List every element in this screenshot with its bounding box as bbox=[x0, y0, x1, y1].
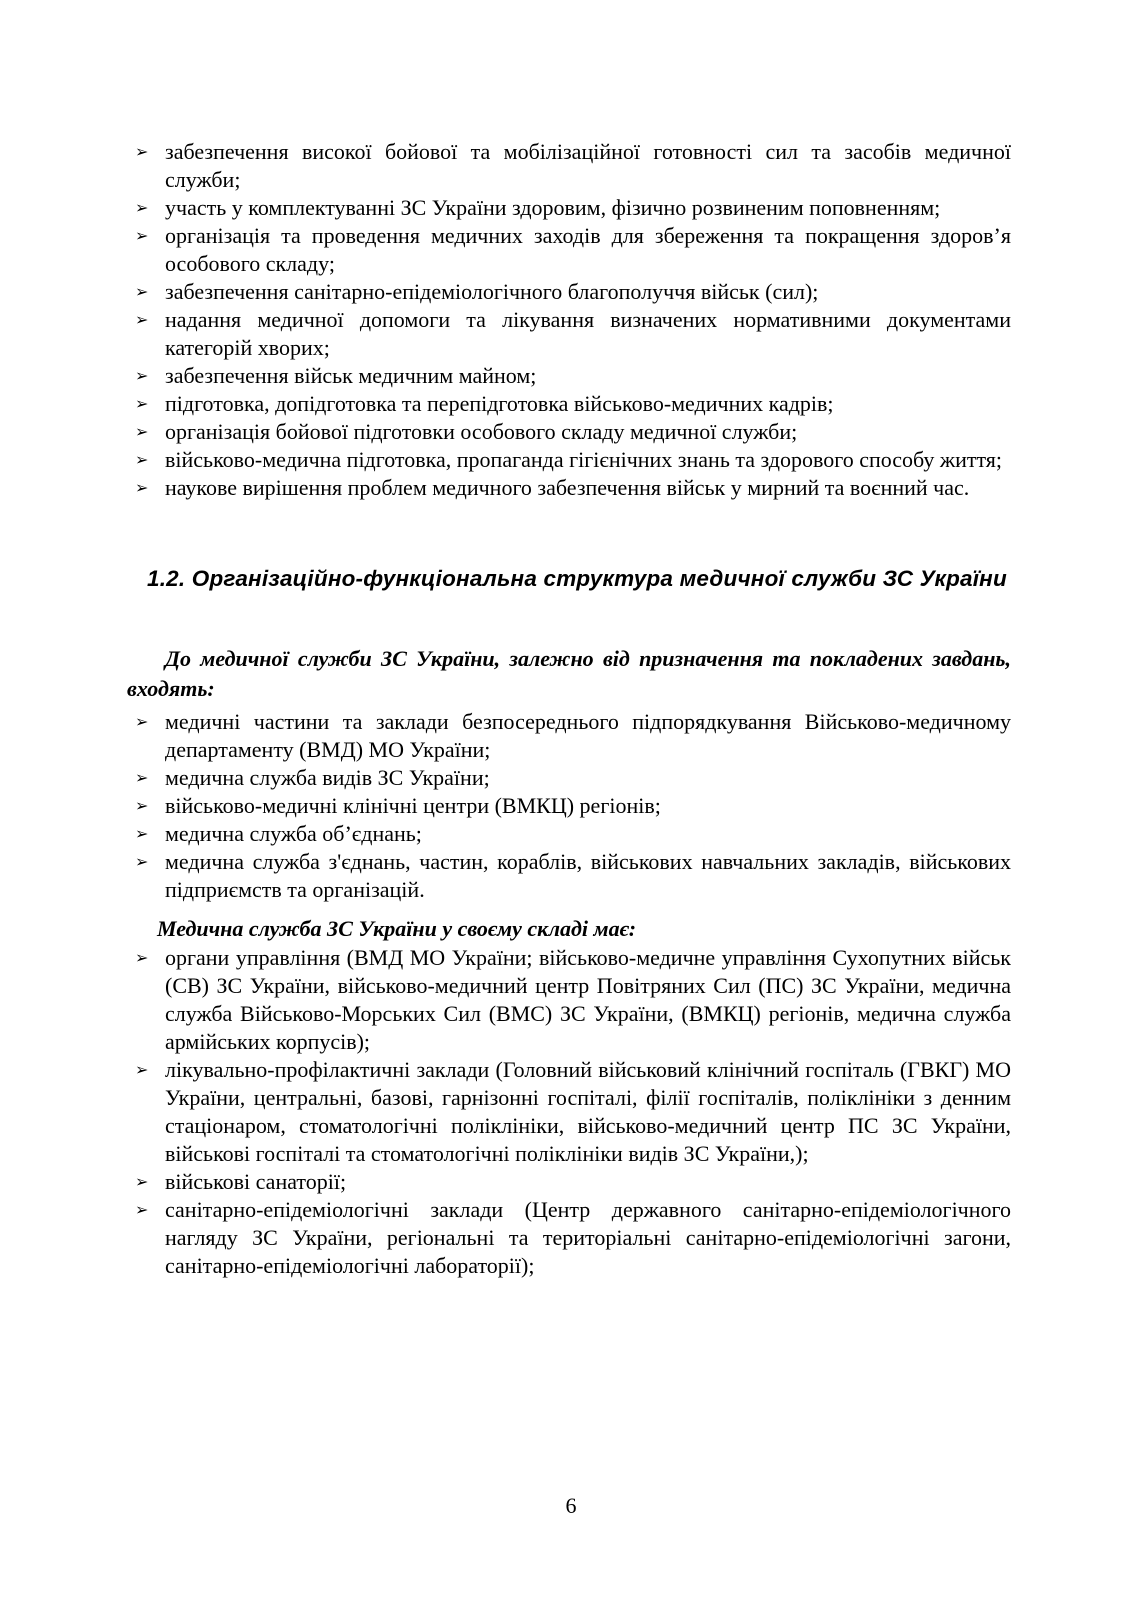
bullet-arrow-icon: ➢ bbox=[135, 478, 149, 497]
list-item-text: підготовка, допідготовка та перепідготовка військово-медичних кадрів; bbox=[165, 391, 834, 416]
bullet-arrow-icon: ➢ bbox=[135, 310, 149, 329]
bullet-arrow-icon: ➢ bbox=[135, 366, 149, 385]
list-item-text: військові санаторії; bbox=[165, 1169, 347, 1194]
bullet-arrow-icon: ➢ bbox=[135, 1172, 149, 1191]
list-item bbox=[127, 446, 1011, 474]
list-item bbox=[127, 278, 1011, 306]
structure-list bbox=[127, 708, 1011, 904]
bullet-arrow-icon: ➢ bbox=[135, 142, 149, 161]
list-item bbox=[127, 792, 1011, 820]
list-item-text: військово-медична підготовка, пропаганда гігієнічних знань та здорового способу життя; bbox=[165, 447, 1003, 472]
list-item-text: участь у комплектуванні ЗС України здоровим, фізично розвиненим поповненням; bbox=[165, 195, 941, 220]
list-item bbox=[127, 418, 1011, 446]
list-item-text: медичні частини та заклади безпосереднього підпорядкування Військово-медичному департаменту (ВМД) МО України; bbox=[165, 709, 1011, 762]
list-item-text: наукове вирішення проблем медичного забезпечення військ у мирний та воєнний час. bbox=[165, 475, 970, 500]
text-block bbox=[127, 138, 1011, 1280]
list-item-text: санітарно-епідеміологічні заклади (Центр державного санітарно-епідеміологічного нагляду ЗС України, регіональні та територіальні санітарно-епідеміологічні загони, санітарно-епідеміологічні лабораторії); bbox=[165, 1197, 1011, 1278]
list-item-text: забезпечення військ медичним майном; bbox=[165, 363, 537, 388]
list-item bbox=[127, 194, 1011, 222]
list-item bbox=[127, 764, 1011, 792]
bullet-arrow-icon: ➢ bbox=[135, 226, 149, 245]
list-item bbox=[127, 306, 1011, 362]
list-item-text: забезпечення високої бойової та мобілізаційної готовності сил та засобів медичної служби; bbox=[165, 139, 1011, 192]
list-item bbox=[127, 1168, 1011, 1196]
composition-intro: Медична служба ЗС України у своєму складі має: bbox=[157, 916, 637, 941]
bullet-arrow-icon: ➢ bbox=[135, 948, 149, 967]
list-item bbox=[127, 390, 1011, 418]
intro-paragraph: До медичної служби ЗС України, залежно від призначення та покладених завдань, входять: bbox=[127, 646, 1011, 701]
bullet-arrow-icon: ➢ bbox=[135, 1060, 149, 1079]
bullet-arrow-icon: ➢ bbox=[135, 712, 149, 731]
list-item-text: лікувально-профілактичні заклади (Головний військовий клінічний госпіталь (ГВКГ) МО України, центральні, базові, гарнізонні госпіталі, філії госпіталів, поліклініки з денним стаціонаром, стоматологічні поліклініки, військово-медичний центр ПС ЗС України, військові госпіталі та стоматологічні поліклініки видів ЗС України,); bbox=[165, 1057, 1011, 1166]
list-item bbox=[127, 1196, 1011, 1280]
list-item bbox=[127, 820, 1011, 848]
bullet-arrow-icon: ➢ bbox=[135, 282, 149, 301]
section-heading: 1.2. Організаційно-функціональна структура медичної служби ЗС України bbox=[147, 566, 1007, 591]
bullet-arrow-icon: ➢ bbox=[135, 1200, 149, 1219]
list-item-text: медична служба видів ЗС України; bbox=[165, 765, 490, 790]
composition-list bbox=[127, 944, 1011, 1280]
bullet-arrow-icon: ➢ bbox=[135, 394, 149, 413]
bullet-arrow-icon: ➢ bbox=[135, 796, 149, 815]
list-item bbox=[127, 138, 1011, 194]
list-item-text: забезпечення санітарно-епідеміологічного благополуччя військ (сил); bbox=[165, 279, 819, 304]
bullet-arrow-icon: ➢ bbox=[135, 450, 149, 469]
list-item bbox=[127, 848, 1011, 904]
list-item-text: військово-медичні клінічні центри (ВМКЦ) регіонів; bbox=[165, 793, 661, 818]
list-item bbox=[127, 222, 1011, 278]
list-item-text: організація бойової підготовки особового складу медичної служби; bbox=[165, 419, 798, 444]
list-item bbox=[127, 708, 1011, 764]
bullet-arrow-icon: ➢ bbox=[135, 422, 149, 441]
list-item bbox=[127, 362, 1011, 390]
bullet-arrow-icon: ➢ bbox=[135, 198, 149, 217]
list-item-text: медична служба з'єднань, частин, кораблів, військових навчальних закладів, військових підприємств та організацій. bbox=[165, 849, 1011, 902]
list-item-text: медична служба об’єднань; bbox=[165, 821, 422, 846]
page-number: 6 bbox=[565, 1493, 577, 1518]
list-item-text: організація та проведення медичних заходів для збереження та покращення здоров’я особового складу; bbox=[165, 223, 1011, 276]
bullet-arrow-icon: ➢ bbox=[135, 824, 149, 843]
list-item bbox=[127, 474, 1011, 502]
list-item bbox=[127, 1056, 1011, 1168]
list-item-text: надання медичної допомоги та лікування визначених нормативними документами категорій хворих; bbox=[165, 307, 1011, 360]
bullet-arrow-icon: ➢ bbox=[135, 768, 149, 787]
tasks-list bbox=[127, 138, 1011, 502]
bullet-arrow-icon: ➢ bbox=[135, 852, 149, 871]
list-item bbox=[127, 944, 1011, 1056]
list-item-text: органи управління (ВМД МО України; військово-медичне управління Сухопутних військ (СВ) ЗС України, військово-медичний центр Повітряних Сил (ПС) ЗС України, медична служба Військово-Морських Сил (ВМС) ЗС України, (ВМКЦ) регіонів, медична служба армійських корпусів); bbox=[165, 945, 1011, 1054]
